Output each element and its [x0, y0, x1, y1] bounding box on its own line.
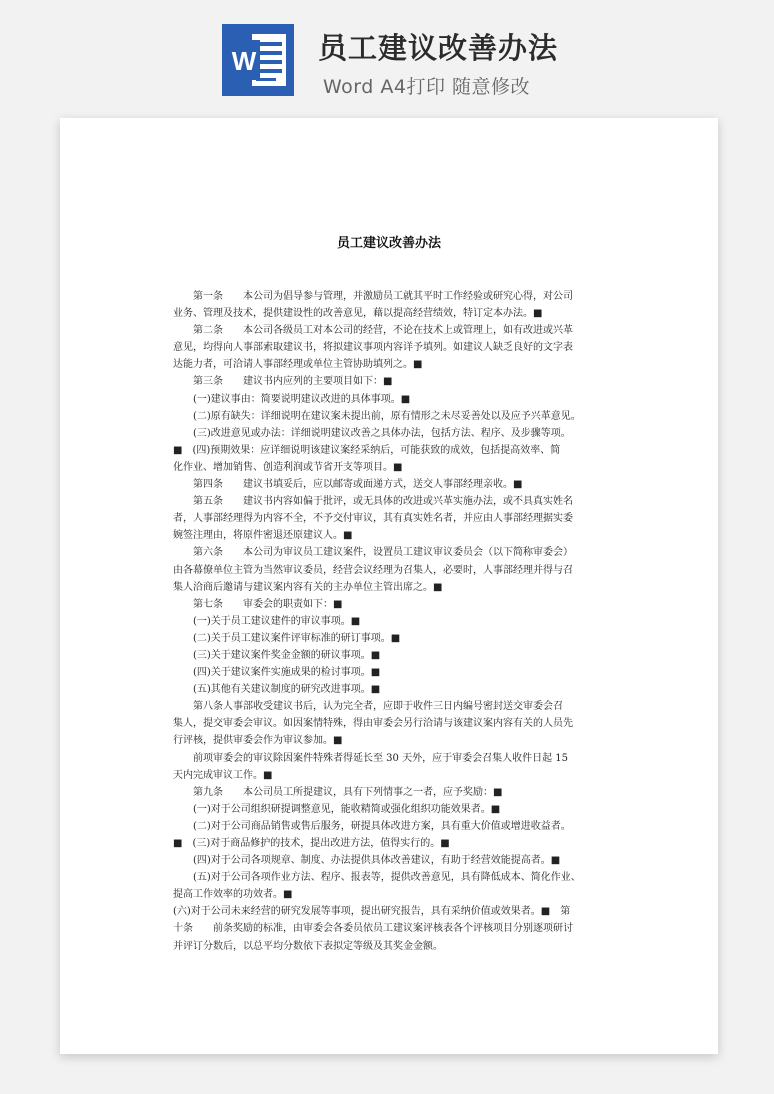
document-line: 化作业、增加销售、创造利润或节省开支等项目。■ — [173, 461, 403, 473]
document-line: 由各幕僚单位主管为当然审议委员，经营会议经理为召集人，必要时，人事部经理并得与召 — [173, 564, 573, 576]
document-line: 天内完成审议工作。■ — [173, 769, 273, 781]
document-line: 提高工作效率的功效者。■ — [173, 889, 293, 901]
document-line: 婉签注理由，将原件密退还原建议人。■ — [173, 530, 353, 542]
document-line: 业务、管理及技术，提供建设性的改善意见，藉以提高经营绩效，特订定本办法。■ — [173, 308, 543, 320]
document-line: 第三条 建议书内应列的主要项目如下：■ — [173, 376, 393, 388]
document-line: (二)原有缺失：详细说明在建议案未提出前，原有情形之未尽妥善处以及应予兴革意见。 — [173, 410, 581, 422]
document-line: (一)对于公司组织研提调整意见，能收精简或强化组织功能效果者。■ — [173, 803, 501, 815]
document-line: 集人洽商后邀请与建议案内容有关的主办单位主管出席之。■ — [173, 581, 443, 593]
document-title: 员工建议改善办法 — [336, 236, 441, 251]
document-body — [173, 288, 605, 955]
document-line: (四)关于建议案件实施成果的检讨事项。■ — [173, 667, 381, 679]
document-line: (三)关于建议案件奖金金额的研议事项。■ — [173, 649, 381, 661]
document-line: (一)建议事由：简要说明建议改进的具体事项。■ — [173, 393, 411, 405]
document-line: ■ (三)对于商品修护的技术，提出改进方法，值得实行的。■ — [173, 838, 450, 849]
document-line: 第五条 建议书内容如偏于批评，或无具体的改进或兴革实施办法，或不具真实姓名 — [173, 496, 573, 508]
document-line: 者，人事部经理得为内容不全，不予交付审议，其有真实姓名者，并应由人事部经理据实委 — [173, 513, 573, 525]
document-line: 并评订分数后，以总平均分数依下表拟定等级及其奖金金额。 — [173, 940, 443, 952]
document-line: ■ (四)预期效果：应详细说明该建议案经采纳后，可能获致的成效，包括提高效率、简 — [173, 444, 561, 456]
document-line: (五)其他有关建议制度的研究改进事项。■ — [173, 684, 381, 696]
document-line: 第七条 审委会的职责如下：■ — [173, 598, 343, 610]
header-subtitle: Word A4打印 随意修改 — [323, 76, 531, 98]
document-line: 第四条 建议书填妥后，应以邮寄或面递方式，送交人事部经理亲收。■ — [173, 479, 523, 491]
banner-header — [0, 0, 774, 112]
document-line: (二)对于公司商品销售或售后服务，研提具体改进方案，具有重大价值或增进收益者。 — [173, 820, 571, 832]
document-line: 第六条 本公司为审议员工建议案件，设置员工建议审议委员会（以下简称审委会） — [173, 547, 573, 559]
document-page — [60, 118, 718, 1054]
document-line: 第八条人事部收受建议书后，认为完全者，应即于收件三日内编号密封送交审委会召 — [173, 701, 563, 713]
document-line: 行评核，提供审委会作为审议参加。■ — [173, 735, 343, 747]
document-line: (五)对于公司各项作业方法、程序、报表等，提供改善意见，具有降低成本、简化作业、 — [173, 872, 581, 884]
document-line: (一)关于员工建议建件的审议事项。■ — [173, 615, 361, 627]
document-line: 意见，均得向人事部索取建议书，将拟建议事项内容详予填列。如建议人缺乏良好的文字表 — [173, 342, 573, 354]
document-line: 第九条 本公司员工所提建议，具有下列情事之一者，应予奖励：■ — [173, 786, 503, 798]
document-line: 十条 前条奖励的标准，由审委会各委员依员工建议案评核表各个评核项目分别逐项研讨 — [173, 923, 573, 935]
document-line: (三)改进意见或办法：详细说明建议改善之具体办法，包括方法、程序、及步骤等项。 — [173, 427, 571, 439]
document-line: 第一条 本公司为倡导参与管理，并激励员工就其平时工作经验或研究心得，对公司 — [173, 291, 573, 302]
document-line: (六)对于公司未来经营的研究发展等事项，提出研究报告，具有采纳价值或效果者。■ 第 — [173, 906, 571, 918]
document-line: 集人，提交审委会审议。如因案情特殊，得由审委会另行洽请与该建议案内容有关的人员先 — [173, 718, 573, 730]
header-title: 员工建议改善办法 — [318, 31, 559, 65]
document-line: (四)对于公司各项规章、制度、办法提供具体改善建议，有助于经营效能提高者。■ — [173, 855, 561, 867]
document-line: 达能力者，可洽请人事部经理或单位主管协助填列之。■ — [173, 359, 423, 371]
document-line: 第二条 本公司各级员工对本公司的经营，不论在技术上或管理上，如有改进或兴革 — [173, 325, 573, 337]
word-icon-letter: W — [231, 46, 257, 76]
document-line: 前项审委会的审议除因案件特殊者得延长至 30 天外，应于审委会召集人收件日起 15 — [173, 752, 568, 764]
word-document-icon — [222, 24, 294, 96]
document-line: (二)关于员工建议案件评审标准的研订事项。■ — [173, 632, 401, 644]
